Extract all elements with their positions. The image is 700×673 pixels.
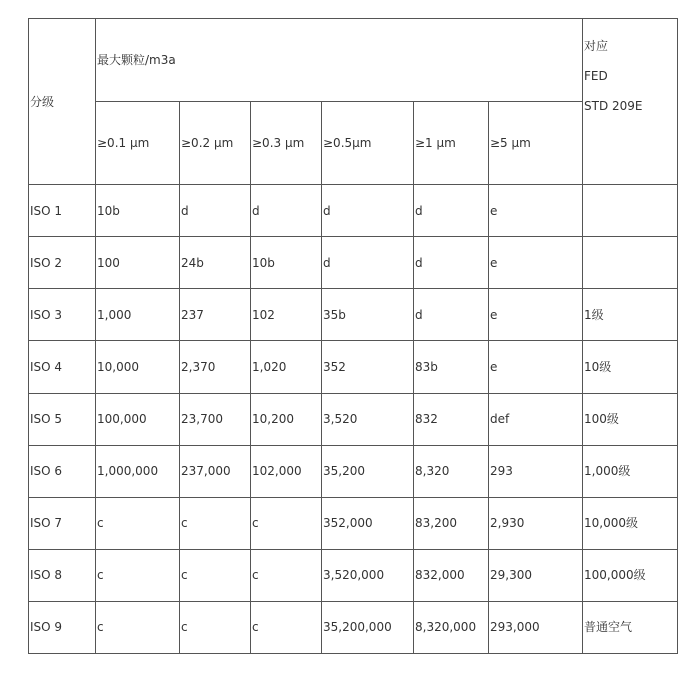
value-cell: 10,000	[96, 341, 180, 393]
value-cell: e	[489, 289, 583, 341]
class-cell: ISO 4	[29, 341, 96, 393]
fed-header-line: FED	[584, 69, 608, 83]
header-row-2	[29, 102, 678, 185]
value-cell: 3,520	[322, 393, 414, 445]
value-cell: e	[489, 237, 583, 289]
fed-header-cell	[583, 19, 678, 185]
size-header-cell: ≥0.2 μm	[180, 102, 251, 185]
table-row	[29, 341, 678, 393]
value-cell: 83,200	[414, 497, 489, 549]
table-row	[29, 497, 678, 549]
value-cell: 352,000	[322, 497, 414, 549]
table-row	[29, 289, 678, 341]
value-cell: 102	[251, 289, 322, 341]
value-cell: 237	[180, 289, 251, 341]
value-cell: d	[251, 185, 322, 237]
fed-cell: 100,000级	[583, 549, 678, 601]
value-cell: 1,000	[96, 289, 180, 341]
value-cell: 8,320	[414, 445, 489, 497]
value-cell: c	[96, 549, 180, 601]
value-cell: 2,930	[489, 497, 583, 549]
size-header-cell: ≥0.1 μm	[96, 102, 180, 185]
class-header-label: 分级	[30, 94, 55, 109]
value-cell: d	[414, 237, 489, 289]
value-cell: def	[489, 393, 583, 445]
value-cell: d	[180, 185, 251, 237]
fed-cell: 10级	[583, 341, 678, 393]
value-cell: c	[251, 497, 322, 549]
value-cell: c	[96, 601, 180, 653]
value-cell: 100	[96, 237, 180, 289]
class-cell: ISO 7	[29, 497, 96, 549]
table-row	[29, 185, 678, 237]
fed-header-line: STD 209E	[584, 99, 643, 113]
table-row	[29, 601, 678, 653]
value-cell: c	[180, 601, 251, 653]
table-row	[29, 393, 678, 445]
size-header-cell: ≥5 μm	[489, 102, 583, 185]
value-cell: e	[489, 341, 583, 393]
value-cell: 100,000	[96, 393, 180, 445]
value-cell: c	[180, 549, 251, 601]
fed-cell: 100级	[583, 393, 678, 445]
class-header-cell	[29, 19, 96, 185]
class-cell: ISO 9	[29, 601, 96, 653]
fed-cell: 10,000级	[583, 497, 678, 549]
value-cell: 293	[489, 445, 583, 497]
value-cell: 10b	[96, 185, 180, 237]
value-cell: e	[489, 185, 583, 237]
max-particles-header-label: 最大颗粒/m3a	[97, 53, 176, 68]
value-cell: 102,000	[251, 445, 322, 497]
value-cell: c	[96, 497, 180, 549]
max-particles-header-cell	[96, 19, 583, 102]
value-cell: 293,000	[489, 601, 583, 653]
class-cell: ISO 6	[29, 445, 96, 497]
fed-header-line: 对应	[584, 39, 609, 53]
value-cell: 35,200,000	[322, 601, 414, 653]
header-row-1	[29, 19, 678, 102]
iso-cleanroom-table	[28, 18, 678, 654]
value-cell: 832	[414, 393, 489, 445]
value-cell: 237,000	[180, 445, 251, 497]
value-cell: 35,200	[322, 445, 414, 497]
value-cell: 352	[322, 341, 414, 393]
value-cell: 10b	[251, 237, 322, 289]
fed-cell: 普通空气	[583, 601, 678, 653]
table-row	[29, 549, 678, 601]
size-header-cell: ≥0.5μm	[322, 102, 414, 185]
value-cell: 10,200	[251, 393, 322, 445]
value-cell: 83b	[414, 341, 489, 393]
value-cell: c	[251, 601, 322, 653]
class-cell: ISO 2	[29, 237, 96, 289]
class-cell: ISO 1	[29, 185, 96, 237]
fed-cell: 1,000级	[583, 445, 678, 497]
value-cell: 29,300	[489, 549, 583, 601]
value-cell: d	[322, 185, 414, 237]
value-cell: c	[251, 549, 322, 601]
class-cell: ISO 8	[29, 549, 96, 601]
fed-cell	[583, 237, 678, 289]
value-cell: 23,700	[180, 393, 251, 445]
fed-cell: 1级	[583, 289, 678, 341]
table-row	[29, 237, 678, 289]
value-cell: 2,370	[180, 341, 251, 393]
fed-cell	[583, 185, 678, 237]
value-cell: c	[180, 497, 251, 549]
class-cell: ISO 3	[29, 289, 96, 341]
value-cell: d	[414, 185, 489, 237]
size-header-cell: ≥1 μm	[414, 102, 489, 185]
class-cell: ISO 5	[29, 393, 96, 445]
value-cell: 24b	[180, 237, 251, 289]
size-header-cell: ≥0.3 μm	[251, 102, 322, 185]
value-cell: 3,520,000	[322, 549, 414, 601]
table-row	[29, 445, 678, 497]
value-cell: 1,000,000	[96, 445, 180, 497]
value-cell: d	[322, 237, 414, 289]
value-cell: 1,020	[251, 341, 322, 393]
value-cell: 35b	[322, 289, 414, 341]
value-cell: 8,320,000	[414, 601, 489, 653]
value-cell: 832,000	[414, 549, 489, 601]
value-cell: d	[414, 289, 489, 341]
